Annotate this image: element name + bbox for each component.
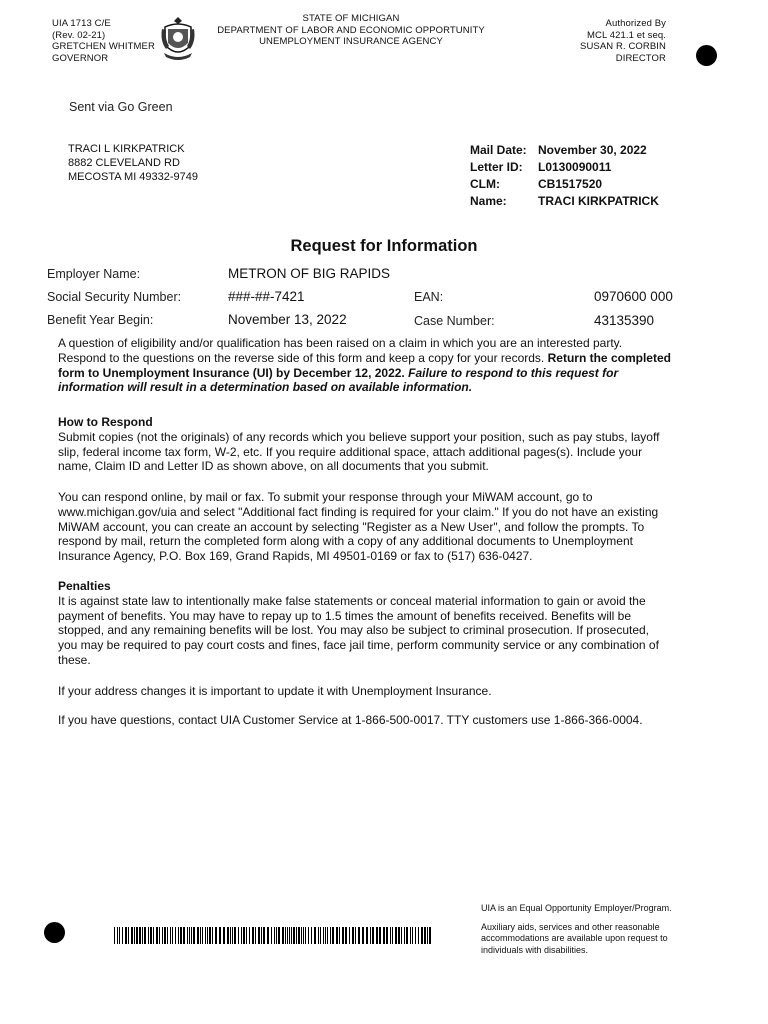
benefit-year-value: November 13, 2022 — [228, 312, 347, 327]
text-line: name, Claim ID and Letter ID as shown above, on all documents that you submit. — [58, 459, 489, 474]
clm-value: CB1517520 — [538, 177, 603, 191]
how-to-respond-p2 — [58, 490, 738, 564]
page-title: Request for Information — [290, 237, 478, 255]
how-to-respond-p1 — [58, 430, 738, 474]
text-line: respond by mail, return the completed form along with a copy of any additional documents to Unemployment — [58, 534, 633, 549]
intro-deadline: form to Unemployment Insurance (UI) by December 12, 2022. — [58, 365, 409, 380]
intro-line-4: information will result in a determination based on available information. — [58, 380, 473, 395]
text-line: stopped, and any remaining benefits will be lost. You may also be subject to criminal prosecution. If prosecuted, — [58, 623, 650, 638]
michigan-seal-icon — [160, 15, 196, 63]
mail-date-value: November 30, 2022 — [538, 143, 647, 157]
how-to-respond-heading: How to Respond — [58, 415, 153, 429]
name-label: Name: — [470, 194, 507, 208]
case-number-value: 43135390 — [594, 313, 655, 328]
mail-date-label: Mail Date: — [470, 143, 527, 157]
aux-line-1: Auxiliary aids, services and other reasonable — [481, 921, 660, 932]
authority: MCL 421.1 et seq. — [587, 29, 666, 41]
intro-paragraph — [58, 336, 718, 395]
governor-title: GOVERNOR — [52, 52, 109, 64]
equal-opportunity-text: UIA is an Equal Opportunity Employer/Program. — [481, 903, 672, 913]
governor-name: GRETCHEN WHITMER — [52, 41, 155, 52]
intro-line-1: A question of eligibility and/or qualification has been raised on a claim in which you are an interested party. — [58, 336, 623, 350]
aux-line-2: accommodations are available upon request to — [481, 933, 668, 943]
intro-line-3 — [58, 366, 718, 381]
header-left — [52, 18, 155, 64]
registration-dot-icon — [696, 45, 717, 66]
text-line: MiWAM account, you can create an account by selecting "Register as a New User", and follow the prompts. To — [58, 519, 645, 534]
employer-value: METRON OF BIG RAPIDS — [228, 266, 391, 281]
aux-line-3: individuals with disabilities. — [481, 944, 589, 955]
ssn-value: ###-##-7421 — [228, 289, 305, 304]
mailing-address — [68, 142, 198, 184]
form-revision: (Rev. 02-21) — [52, 29, 106, 41]
name-value: TRACI KIRKPATRICK — [538, 194, 659, 208]
benefit-year-label: Benefit Year Begin: — [47, 313, 154, 327]
intro-line-2-bold: Return the completed — [547, 350, 671, 365]
form-id: UIA 1713 C/E — [52, 18, 111, 29]
ean-label: EAN: — [414, 290, 444, 304]
header-center — [200, 13, 502, 48]
how-to-respond-section — [58, 415, 738, 474]
text-line: Submit copies (not the originals) of any records which you believe support your position, such as pay stubs, layoff — [58, 429, 660, 444]
penalties-section — [58, 579, 738, 668]
intro-warning: Failure to respond to this request for — [408, 365, 619, 380]
text-line: slip, federal income tax form, W-2, etc. If you require additional space, attach additional pages(s). Include your — [58, 444, 643, 459]
authorized-by: Authorized By — [605, 18, 666, 29]
case-number-label: Case Number: — [414, 314, 495, 328]
recipient-city: MECOSTA MI 49332-9749 — [68, 171, 199, 183]
intro-line-2 — [58, 351, 718, 366]
recipient-street: 8882 CLEVELAND RD — [68, 157, 180, 169]
letter-info-labels — [470, 142, 538, 210]
ssn-label: Social Security Number: — [47, 290, 182, 304]
text-line: It is against state law to intentionally make false statements or conceal material information to gain or avoid the — [58, 593, 646, 608]
letter-id-label: Letter ID: — [470, 160, 523, 174]
letter-info-values — [538, 142, 659, 210]
employer-label: Employer Name: — [47, 267, 141, 281]
penalties-heading: Penalties — [58, 579, 111, 593]
agency-name: UNEMPLOYMENT INSURANCE AGENCY — [259, 36, 443, 47]
registration-dot-icon — [44, 922, 65, 943]
director-title: DIRECTOR — [615, 52, 666, 64]
footer-notice — [481, 903, 672, 956]
clm-label: CLM: — [470, 177, 500, 191]
text-line: you may be required to pay court costs and fines, face jail time, perform community service or any combination of — [58, 638, 659, 653]
letter-id-value: L0130090011 — [538, 160, 612, 174]
customer-service-notice: If you have questions, contact UIA Customer Service at 1-866-500-0017. TTY customers use 1-866-366-0004. — [58, 713, 643, 727]
text-line: these. — [58, 652, 91, 667]
ean-value: 0970600 000 — [594, 289, 673, 304]
barcode-icon — [114, 927, 434, 944]
text-line: You can respond online, by mail or fax. To submit your response through your MiWAM account, go to — [58, 490, 593, 504]
header-right — [540, 18, 666, 64]
director-name: SUSAN R. CORBIN — [580, 41, 666, 52]
sent-via: Sent via Go Green — [69, 100, 173, 114]
recipient-name: TRACI L KIRKPATRICK — [68, 143, 185, 155]
text-line: Insurance Agency, P.O. Box 169, Grand Rapids, MI 49501-0169 or fax to (517) 636-0427. — [58, 549, 533, 564]
text-line: www.michigan.gov/uia and select "Additional fact finding is required for your claim." If you do not have an existing — [58, 504, 659, 519]
department-name: DEPARTMENT OF LABOR AND ECONOMIC OPPORTUNITY — [217, 24, 485, 36]
intro-line-2-text: Respond to the questions on the reverse side of this form and keep a copy for your records. — [58, 350, 548, 365]
state-name: STATE OF MICHIGAN — [302, 13, 400, 24]
address-change-notice: If your address changes it is important to update it with Unemployment Insurance. — [58, 684, 492, 698]
text-line: payment of benefits. You may have to repay up to 1.5 times the amount of benefits received. Benefits will be — [58, 608, 632, 623]
